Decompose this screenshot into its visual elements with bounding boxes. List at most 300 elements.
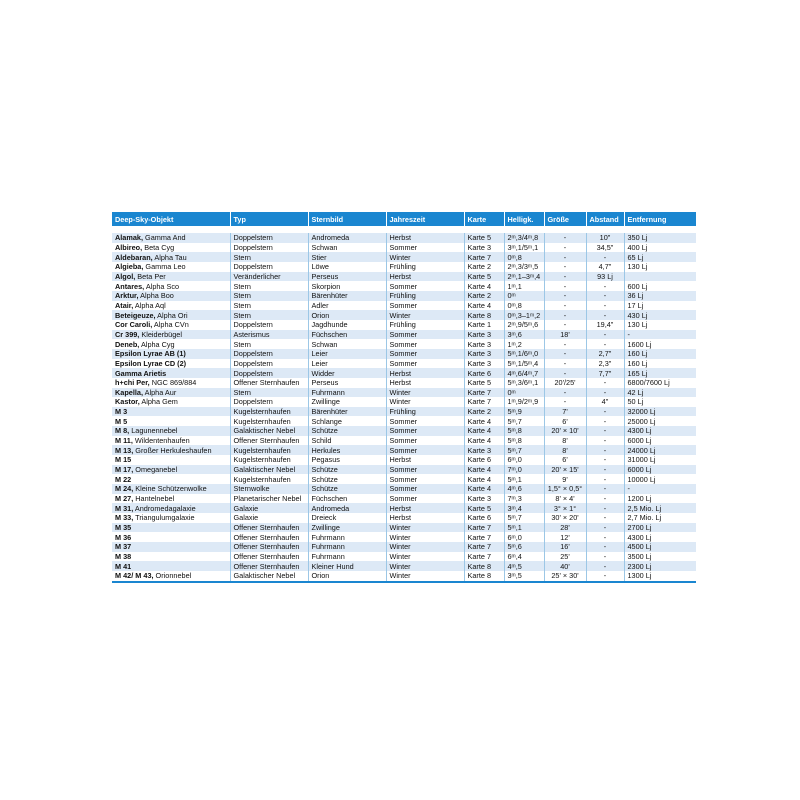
cell-jahreszeit: Sommer: [386, 445, 464, 455]
objekt-name: h+chi Per,: [115, 378, 150, 388]
cell-typ: Kugelsternhaufen: [230, 474, 308, 484]
cell-helligkeit: 5ᵐ,6: [504, 542, 544, 552]
cell-sternbild: Skorpion: [308, 281, 386, 291]
cell-karte: Karte 5: [464, 503, 504, 513]
objekt-name: M 33,: [115, 513, 134, 523]
cell-objekt: [112, 330, 230, 340]
cell-groesse: 12': [544, 532, 586, 542]
cell-typ: Kugelsternhaufen: [230, 455, 308, 465]
cell-sternbild: Fuhrmann: [308, 542, 386, 552]
cell-helligkeit: 5ᵐ,1: [504, 474, 544, 484]
cell-helligkeit: 3ᵐ,6: [504, 330, 544, 340]
cell-groesse: -: [544, 388, 586, 398]
cell-abstand: -: [586, 494, 624, 504]
cell-sternbild: Bärenhüter: [308, 291, 386, 301]
cell-abstand: -: [586, 310, 624, 320]
objekt-name: M 38: [115, 551, 132, 561]
cell-karte: Karte 3: [464, 330, 504, 340]
cell-objekt: [112, 407, 230, 417]
cell-sternbild: Dreieck: [308, 513, 386, 523]
cell-entfernung: -: [624, 330, 696, 340]
objekt-name: Kapella,: [115, 387, 143, 397]
objekt-alias: Orionnebel: [153, 571, 192, 581]
cell-groesse: 6': [544, 455, 586, 465]
objekt-alias: Gamma Leo: [143, 262, 186, 272]
cell-typ: Stern: [230, 310, 308, 320]
cell-groesse: 18': [544, 330, 586, 340]
cell-jahreszeit: Herbst: [386, 455, 464, 465]
objekt-alias: Triangulumgalaxie: [133, 513, 195, 523]
cell-objekt: [112, 455, 230, 465]
cell-jahreszeit: Sommer: [386, 465, 464, 475]
objekt-alias: Hantelnebel: [133, 494, 175, 504]
cell-entfernung: 2,5 Mio. Lj: [624, 503, 696, 513]
objekt-alias: Alpha Boo: [138, 291, 174, 301]
spacer-row: [112, 226, 696, 233]
table-row: [112, 474, 696, 484]
cell-karte: Karte 1: [464, 320, 504, 330]
objekt-name: Arktur,: [115, 291, 139, 301]
cell-jahreszeit: Sommer: [386, 243, 464, 253]
cell-entfernung: 50 Lj: [624, 397, 696, 407]
cell-helligkeit: 5ᵐ,7: [504, 513, 544, 523]
cell-sternbild: Andromeda: [308, 503, 386, 513]
cell-sternbild: Löwe: [308, 262, 386, 272]
cell-abstand: -: [586, 474, 624, 484]
cell-jahreszeit: Sommer: [386, 436, 464, 446]
cell-helligkeit: 7ᵐ,3: [504, 494, 544, 504]
cell-sternbild: Leier: [308, 359, 386, 369]
table-header-row: [112, 212, 696, 226]
cell-sternbild: Schütze: [308, 484, 386, 494]
cell-sternbild: Stier: [308, 252, 386, 262]
table-row: [112, 561, 696, 571]
cell-entfernung: 6000 Lj: [624, 436, 696, 446]
cell-abstand: -: [586, 484, 624, 494]
cell-helligkeit: 6ᵐ,4: [504, 552, 544, 562]
cell-sternbild: Jagdhunde: [308, 320, 386, 330]
cell-karte: Karte 3: [464, 494, 504, 504]
table-row: [112, 330, 696, 340]
objekt-alias: Alpha Gem: [139, 397, 178, 407]
cell-helligkeit: 0ᵐ,8: [504, 252, 544, 262]
cell-karte: Karte 8: [464, 561, 504, 571]
cell-jahreszeit: Winter: [386, 552, 464, 562]
table-row: [112, 542, 696, 552]
cell-objekt: [112, 243, 230, 253]
objekt-name: Gamma Arietis: [115, 368, 167, 378]
cell-jahreszeit: Herbst: [386, 503, 464, 513]
cell-entfernung: 24000 Lj: [624, 445, 696, 455]
cell-helligkeit: 0ᵐ: [504, 291, 544, 301]
cell-typ: Doppelstern: [230, 359, 308, 369]
objekt-name: M 31,: [115, 503, 134, 513]
cell-entfernung: [624, 272, 696, 282]
cell-entfernung: 160 Lj: [624, 349, 696, 359]
cell-groesse: 20' × 10': [544, 426, 586, 436]
cell-abstand: -: [586, 465, 624, 475]
cell-abstand: -: [586, 561, 624, 571]
cell-objekt: [112, 320, 230, 330]
objekt-name: Antares,: [115, 281, 145, 291]
cell-jahreszeit: Sommer: [386, 330, 464, 340]
cell-objekt: [112, 310, 230, 320]
cell-entfernung: 31000 Lj: [624, 455, 696, 465]
objekt-alias: Gamma And: [143, 233, 186, 243]
cell-typ: Galaktischer Nebel: [230, 465, 308, 475]
cell-jahreszeit: Winter: [386, 397, 464, 407]
cell-typ: Doppelstern: [230, 243, 308, 253]
cell-groesse: -: [544, 301, 586, 311]
cell-karte: Karte 3: [464, 339, 504, 349]
cell-abstand: 4": [586, 397, 624, 407]
cell-typ: Doppelstern: [230, 397, 308, 407]
cell-sternbild: Orion: [308, 310, 386, 320]
table-row: [112, 552, 696, 562]
objekt-name: M 5: [115, 416, 128, 426]
cell-abstand: -: [586, 503, 624, 513]
cell-karte: Karte 4: [464, 281, 504, 291]
cell-jahreszeit: Winter: [386, 571, 464, 581]
cell-karte: Karte 2: [464, 291, 504, 301]
cell-helligkeit: 3ᵐ,5: [504, 571, 544, 581]
cell-helligkeit: 4ᵐ,5: [504, 561, 544, 571]
cell-typ: Planetarischer Nebel: [230, 494, 308, 504]
cell-sternbild: Kleiner Hund: [308, 561, 386, 571]
cell-groesse: 20' × 15': [544, 465, 586, 475]
objekt-alias: Kleiderbügel: [139, 329, 182, 339]
objekt-alias: Alpha Cyg: [139, 339, 175, 349]
objekt-name: M 42/ M 43,: [115, 571, 154, 581]
cell-karte: Karte 4: [464, 474, 504, 484]
objekt-alias: Beta Per: [135, 271, 166, 281]
cell-groesse: 8': [544, 445, 586, 455]
cell-karte: Karte 8: [464, 310, 504, 320]
cell-abstand: -: [586, 445, 624, 455]
cell-helligkeit: 5ᵐ,3/6ᵐ,1: [504, 378, 544, 388]
table-row: [112, 252, 696, 262]
table-row: [112, 349, 696, 359]
cell-objekt: [112, 474, 230, 484]
cell-entfernung: 400 Lj: [624, 243, 696, 253]
cell-objekt: [112, 233, 230, 243]
cell-entfernung: 42 Lj: [624, 388, 696, 398]
cell-typ: Offener Sternhaufen: [230, 523, 308, 533]
cell-jahreszeit: Frühling: [386, 320, 464, 330]
cell-typ: Doppelstern: [230, 349, 308, 359]
objekt-name: M 22: [115, 474, 132, 484]
cell-typ: Galaktischer Nebel: [230, 426, 308, 436]
cell-abstand: -: [586, 407, 624, 417]
cell-typ: Offener Sternhaufen: [230, 561, 308, 571]
cell-helligkeit: 0ᵐ,3–1ᵐ,2: [504, 310, 544, 320]
table-row: [112, 494, 696, 504]
cell-entfernung: 17 Lj: [624, 301, 696, 311]
cell-sternbild: Perseus: [308, 272, 386, 282]
cell-typ: Galaxie: [230, 503, 308, 513]
cell-typ: Sternwolke: [230, 484, 308, 494]
objekt-name: M 8,: [115, 426, 130, 436]
cell-objekt: [112, 281, 230, 291]
cell-karte: Karte 6: [464, 513, 504, 523]
cell-objekt: [112, 339, 230, 349]
cell-abstand: -: [586, 378, 624, 388]
table-row: [112, 571, 696, 581]
cell-helligkeit: 5ᵐ,8: [504, 436, 544, 446]
cell-groesse: -: [544, 281, 586, 291]
cell-abstand: 19,4": [586, 320, 624, 330]
cell-karte: Karte 8: [464, 571, 504, 581]
cell-sternbild: Schlange: [308, 416, 386, 426]
cell-sternbild: Orion: [308, 571, 386, 581]
cell-karte: Karte 7: [464, 388, 504, 398]
objekt-name: Albireo,: [115, 242, 143, 252]
cell-sternbild: Perseus: [308, 378, 386, 388]
cell-sternbild: Andromeda: [308, 233, 386, 243]
cell-karte: Karte 2: [464, 262, 504, 272]
cell-abstand: -: [586, 436, 624, 446]
cell-objekt: [112, 503, 230, 513]
cell-typ: Offener Sternhaufen: [230, 436, 308, 446]
cell-helligkeit: 2ᵐ,9/5ᵐ,6: [504, 320, 544, 330]
objekt-alias: Omeganebel: [133, 465, 178, 475]
header-karte: Karte: [464, 212, 504, 226]
cell-entfernung: 130 Lj: [624, 262, 696, 272]
cell-objekt: [112, 359, 230, 369]
deep-sky-table-panel: [112, 212, 696, 583]
cell-objekt: [112, 484, 230, 494]
cell-objekt: [112, 532, 230, 542]
cell-abstand: 2,3": [586, 359, 624, 369]
cell-sternbild: Herkules: [308, 445, 386, 455]
cell-typ: Stern: [230, 252, 308, 262]
cell-jahreszeit: Winter: [386, 523, 464, 533]
cell-typ: Doppelstern: [230, 368, 308, 378]
cell-typ: Doppelstern: [230, 233, 308, 243]
objekt-name: M 15: [115, 455, 132, 465]
table-row: [112, 272, 696, 282]
cell-helligkeit: 5ᵐ,8: [504, 426, 544, 436]
cell-karte: Karte 5: [464, 378, 504, 388]
objekt-name: Cr 399,: [115, 329, 140, 339]
objekt-alias: Großer Herkuleshaufen: [133, 445, 212, 455]
header-sternbild: Sternbild: [308, 212, 386, 226]
cell-jahreszeit: Frühling: [386, 262, 464, 272]
cell-typ: Offener Sternhaufen: [230, 532, 308, 542]
objekt-alias: Alpha CVn: [152, 320, 189, 330]
cell-objekt: [112, 552, 230, 562]
cell-groesse: 8': [544, 436, 586, 446]
objekt-alias: Wildentenhaufen: [132, 436, 190, 446]
cell-objekt: [112, 301, 230, 311]
cell-abstand: -: [586, 252, 624, 262]
cell-entfernung: 32000 Lj: [624, 407, 696, 417]
table-row: [112, 243, 696, 253]
cell-sternbild: Schütze: [308, 465, 386, 475]
table-row: [112, 484, 696, 494]
table-row: [112, 310, 696, 320]
cell-helligkeit: 4ᵐ,6/4ᵐ,7: [504, 368, 544, 378]
cell-entfernung: 165 Lj: [624, 368, 696, 378]
cell-typ: Stern: [230, 301, 308, 311]
cell-abstand: -: [586, 513, 624, 523]
table-row: [112, 436, 696, 446]
table-row: [112, 388, 696, 398]
cell-entfernung: 6000 Lj: [624, 465, 696, 475]
cell-karte: Karte 7: [464, 397, 504, 407]
objekt-name: Kastor,: [115, 397, 140, 407]
cell-objekt: [112, 416, 230, 426]
header-objekt: Deep-Sky-Objekt: [112, 212, 230, 226]
cell-helligkeit: 5ᵐ,9: [504, 407, 544, 417]
cell-groesse: -: [544, 320, 586, 330]
cell-jahreszeit: Sommer: [386, 301, 464, 311]
objekt-name: M 24,: [115, 484, 134, 494]
table-row: [112, 523, 696, 533]
cell-sternbild: Zwillinge: [308, 397, 386, 407]
cell-jahreszeit: Herbst: [386, 233, 464, 243]
objekt-name: Aldebaran,: [115, 252, 153, 262]
cell-typ: Stern: [230, 291, 308, 301]
cell-groesse: 25' × 30': [544, 571, 586, 581]
cell-jahreszeit: Sommer: [386, 484, 464, 494]
cell-karte: Karte 2: [464, 407, 504, 417]
cell-sternbild: Zwillinge: [308, 523, 386, 533]
objekt-name: Epsilon Lyrae CD (2): [115, 358, 187, 368]
cell-jahreszeit: Sommer: [386, 281, 464, 291]
table-row: [112, 262, 696, 272]
cell-helligkeit: 7ᵐ,0: [504, 465, 544, 475]
cell-jahreszeit: Sommer: [386, 426, 464, 436]
cell-entfernung: 600 Lj: [624, 281, 696, 291]
cell-abstand: 7,7": [586, 368, 624, 378]
objekt-name: M 13,: [115, 445, 134, 455]
objekt-name: Deneb,: [115, 339, 140, 349]
objekt-name: Beteigeuze,: [115, 310, 156, 320]
table-row: [112, 291, 696, 301]
header-groesse: Größe: [544, 212, 586, 226]
cell-jahreszeit: Sommer: [386, 494, 464, 504]
table-row: [112, 445, 696, 455]
cell-jahreszeit: Herbst: [386, 272, 464, 282]
cell-helligkeit: 5ᵐ,7: [504, 416, 544, 426]
objekt-alias: Alpha Aql: [133, 300, 166, 310]
cell-jahreszeit: Winter: [386, 532, 464, 542]
cell-karte: Karte 3: [464, 445, 504, 455]
table-body: [112, 226, 696, 581]
cell-jahreszeit: Herbst: [386, 378, 464, 388]
cell-jahreszeit: Frühling: [386, 407, 464, 417]
cell-groesse: 8' × 4': [544, 494, 586, 504]
cell-entfernung: 1600 Lj: [624, 339, 696, 349]
cell-entfernung: 6800/7600 Lj: [624, 378, 696, 388]
cell-typ: Offener Sternhaufen: [230, 552, 308, 562]
cell-jahreszeit: Winter: [386, 252, 464, 262]
cell-groesse: -: [544, 252, 586, 262]
cell-karte: Karte 7: [464, 542, 504, 552]
cell-objekt: [112, 397, 230, 407]
cell-abstand: -: [586, 571, 624, 581]
cell-sternbild: Schwan: [308, 243, 386, 253]
cell-entfernung: 4300 Lj: [624, 532, 696, 542]
cell-sternbild: Schild: [308, 436, 386, 446]
objekt-name: M 3: [115, 407, 128, 417]
cell-typ: Kugelsternhaufen: [230, 407, 308, 417]
cell-groesse: -: [544, 291, 586, 301]
cell-objekt: [112, 272, 230, 282]
cell-groesse: 7': [544, 407, 586, 417]
cell-sternbild: Füchschen: [308, 330, 386, 340]
cell-jahreszeit: Sommer: [386, 339, 464, 349]
cell-abstand: -: [586, 291, 624, 301]
cell-objekt: [112, 561, 230, 571]
deep-sky-table: [112, 212, 696, 581]
cell-entfernung: 65 Lj: [624, 252, 696, 262]
cell-jahreszeit: Sommer: [386, 474, 464, 484]
cell-entfernung: 2,7 Mio. Lj: [624, 513, 696, 523]
cell-sternbild: Schütze: [308, 474, 386, 484]
objekt-name: M 41: [115, 561, 132, 571]
cell-helligkeit: 5ᵐ,1/6ᵐ,0: [504, 349, 544, 359]
cell-objekt: [112, 465, 230, 475]
cell-groesse: -: [544, 368, 586, 378]
cell-entfernung: 4500 Lj: [624, 542, 696, 552]
cell-karte: Karte 3: [464, 243, 504, 253]
cell-groesse: 30' × 20': [544, 513, 586, 523]
cell-karte: Karte 4: [464, 484, 504, 494]
cell-objekt: [112, 513, 230, 523]
objekt-alias: Lagunennebel: [129, 426, 178, 436]
cell-typ: Galaxie: [230, 513, 308, 523]
cell-karte: Karte 4: [464, 426, 504, 436]
cell-objekt: [112, 378, 230, 388]
cell-entfernung: 4300 Lj: [624, 426, 696, 436]
cell-karte: Karte 3: [464, 349, 504, 359]
cell-jahreszeit: Sommer: [386, 349, 464, 359]
objekt-alias: Alpha Ori: [155, 310, 188, 320]
cell-abstand: -: [586, 301, 624, 311]
cell-helligkeit: 2ᵐ,3/3ᵐ,5: [504, 262, 544, 272]
objekt-alias: Alpha Aur: [142, 387, 177, 397]
objekt-name: Algol,: [115, 271, 136, 281]
cell-groesse: -: [544, 243, 586, 253]
cell-sternbild: Pegasus: [308, 455, 386, 465]
objekt-name: Cor Caroli,: [115, 320, 153, 330]
cell-helligkeit: 5ᵐ,1/5ᵐ,4: [504, 359, 544, 369]
cell-groesse: -: [544, 339, 586, 349]
cell-objekt: [112, 368, 230, 378]
cell-helligkeit: 6ᵐ,0: [504, 455, 544, 465]
cell-groesse: -: [544, 349, 586, 359]
header-typ: Typ: [230, 212, 308, 226]
cell-helligkeit: 4ᵐ,6: [504, 484, 544, 494]
cell-sternbild: Bärenhüter: [308, 407, 386, 417]
cell-typ: Stern: [230, 388, 308, 398]
cell-objekt: [112, 494, 230, 504]
cell-abstand: -: [586, 426, 624, 436]
cell-karte: Karte 5: [464, 233, 504, 243]
cell-karte: Karte 3: [464, 359, 504, 369]
cell-abstand: -: [586, 542, 624, 552]
table-row: [112, 416, 696, 426]
objekt-alias: Alpha Sco: [144, 281, 180, 291]
cell-objekt: [112, 262, 230, 272]
objekt-name: Alamak,: [115, 233, 143, 243]
cell-objekt: [112, 445, 230, 455]
cell-groesse: -: [544, 272, 586, 282]
table-row: [112, 320, 696, 330]
objekt-name: M 36: [115, 532, 132, 542]
